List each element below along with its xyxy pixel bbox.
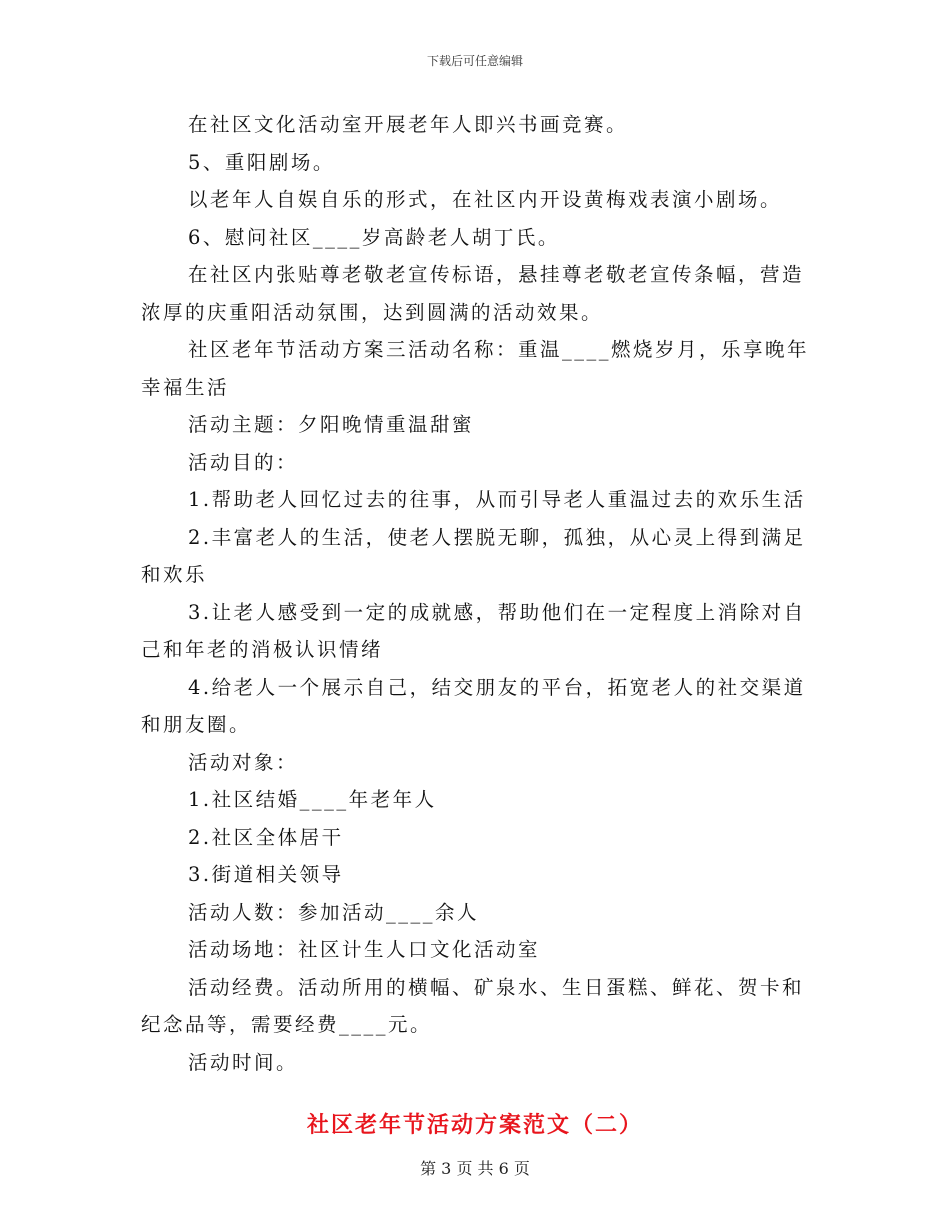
purpose-item: 1.帮助老人回忆过去的往事，从而引导老人重温过去的欢乐生活 bbox=[188, 488, 806, 511]
paragraph-line: 纪念品等，需要经费____元。 bbox=[141, 1013, 433, 1036]
activity-target-label: 活动对象： bbox=[188, 750, 299, 774]
purpose-item: 3.让老人感受到一定的成就感，帮助他们在一定程度上消除对自 bbox=[188, 600, 806, 624]
activity-purpose-label: 活动目的： bbox=[188, 450, 299, 474]
paragraph-line: 以老年人自娱自乐的形式，在社区内开设黄梅戏表演小剧场。 bbox=[188, 188, 783, 211]
activity-headcount: 活动人数：参加活动____余人 bbox=[188, 900, 480, 924]
target-item: 2.社区全体居干 bbox=[188, 825, 344, 849]
target-item: 3.街道相关领导 bbox=[188, 863, 344, 886]
page-footer: 第 3 页 共 6 页 bbox=[420, 1159, 530, 1178]
paragraph-line: 在社区文化活动室开展老年人即兴书画竞赛。 bbox=[188, 113, 629, 136]
activity-venue: 活动场地：社区计生人口文化活动室 bbox=[188, 938, 541, 961]
document-body bbox=[141, 106, 810, 1081]
paragraph-line: 和欢乐 bbox=[141, 563, 208, 586]
activity-time: 活动时间。 bbox=[188, 1050, 299, 1074]
paragraph-line: 在社区内张贴尊老敬老宣传标语，悬挂尊老敬老宣传条幅，营造 bbox=[188, 263, 805, 286]
purpose-item: 2.丰富老人的生活，使老人摆脱无聊，孤独，从心灵上得到满足 bbox=[188, 525, 806, 549]
section-title: 社区老年节活动方案范文（二） bbox=[306, 1112, 643, 1138]
target-item: 1.社区结婚____年老年人 bbox=[188, 788, 437, 811]
list-item-heading: 5、重阳剧场。 bbox=[188, 150, 335, 174]
paragraph-line: 和朋友圈。 bbox=[141, 713, 252, 736]
paragraph-line: 浓厚的庆重阳活动氛围，达到圆满的活动效果。 bbox=[141, 300, 604, 324]
paragraph-line: 社区老年节活动方案三活动名称：重温____燃烧岁月，乐享晚年 bbox=[188, 338, 810, 361]
purpose-item: 4.给老人一个展示自己，结交朋友的平台，拓宽老人的社交渠道 bbox=[188, 675, 806, 699]
paragraph-line: 幸福生活 bbox=[141, 375, 230, 399]
paragraph-line: 己和年老的消极认识情绪 bbox=[141, 638, 384, 661]
page-header: 下载后可任意编辑 bbox=[426, 54, 523, 68]
activity-theme: 活动主题：夕阳晚情重温甜蜜 bbox=[188, 413, 475, 436]
activity-budget: 活动经费。活动所用的横幅、矿泉水、生日蛋糕、鲜花、贺卡和 bbox=[188, 975, 805, 999]
list-item-heading: 6、慰问社区____岁高龄老人胡丁氏。 bbox=[188, 225, 560, 249]
